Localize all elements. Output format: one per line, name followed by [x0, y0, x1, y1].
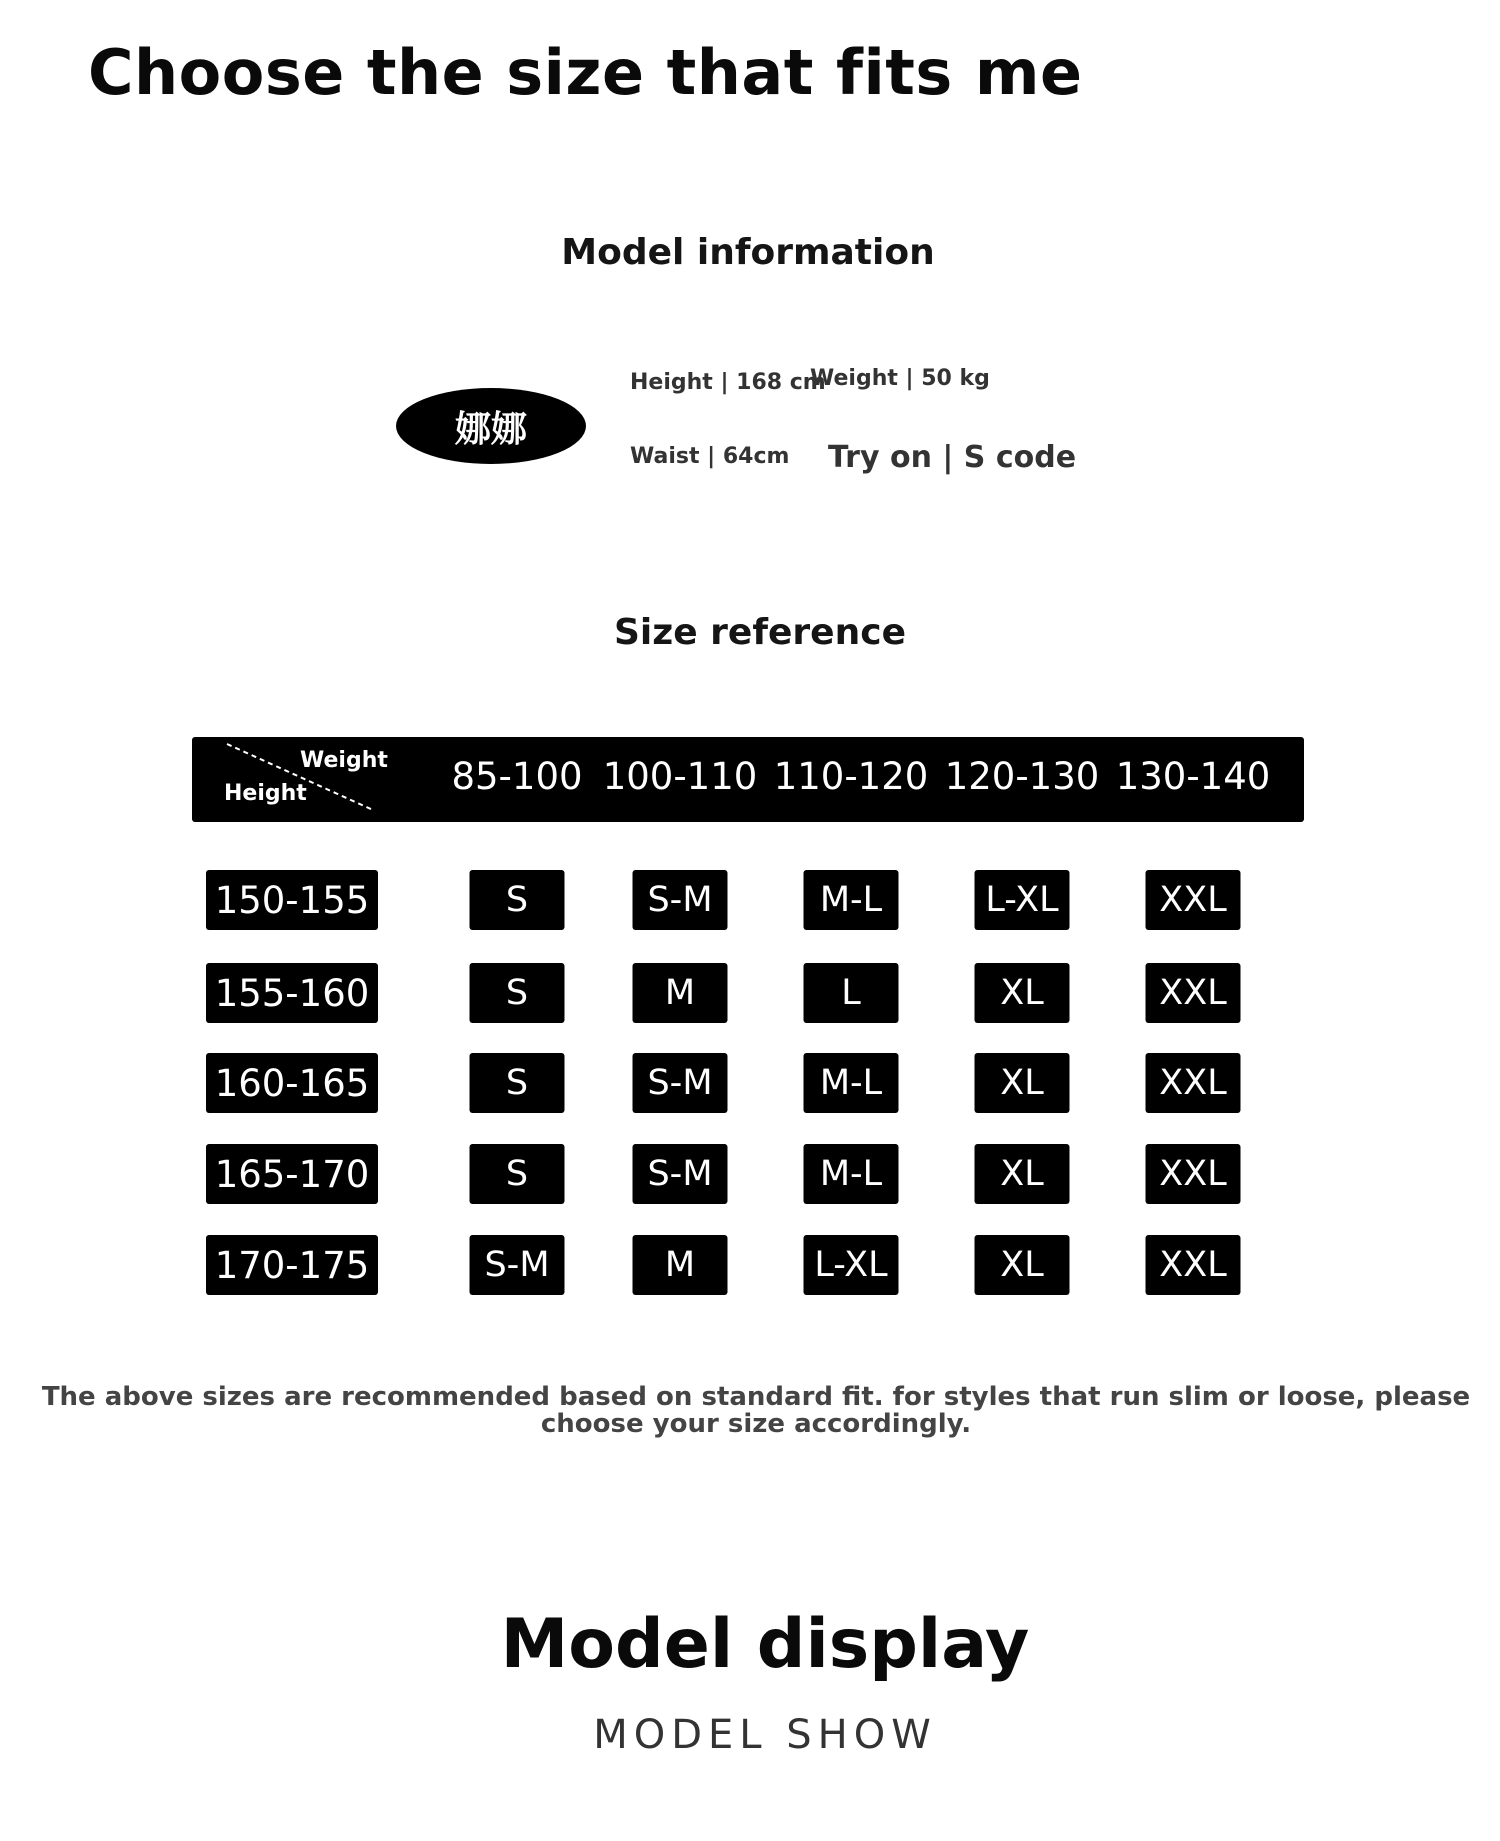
model-try-on: Try on | S code — [828, 440, 1077, 475]
fit-note: The above sizes are recommended based on standard fit. for styles that run slim or loose, please choose your size accordingly. — [41, 1382, 1471, 1439]
row-height-160-165: 160-165 — [206, 1053, 378, 1113]
page-title: Choose the size that fits me — [88, 36, 1083, 109]
column-weight-130-140: 130-140 — [1115, 755, 1271, 798]
size-cell: L-XL — [975, 870, 1070, 930]
row-height-170-175: 170-175 — [206, 1235, 378, 1295]
size-cell: XXL — [1146, 1144, 1241, 1204]
size-cell: M — [633, 963, 728, 1023]
size-cell: M-L — [804, 1144, 899, 1204]
model-info-title: Model information — [561, 232, 935, 273]
size-cell: XXL — [1146, 1053, 1241, 1113]
row-height-155-160: 155-160 — [206, 963, 378, 1023]
size-cell: XL — [975, 963, 1070, 1023]
corner-height-label: Height — [224, 781, 307, 806]
size-cell: M-L — [804, 1053, 899, 1113]
column-weight-100-110: 100-110 — [602, 755, 758, 798]
size-cell: S-M — [633, 1053, 728, 1113]
size-cell: S-M — [633, 870, 728, 930]
model-display-subtitle: MODEL SHOW — [593, 1712, 937, 1758]
corner-weight-label: Weight — [300, 748, 388, 773]
size-cell: L — [804, 963, 899, 1023]
row-height-165-170: 165-170 — [206, 1144, 378, 1204]
size-cell: S — [470, 1144, 565, 1204]
column-weight-120-130: 120-130 — [944, 755, 1100, 798]
size-cell: L-XL — [804, 1235, 899, 1295]
size-cell: XL — [975, 1053, 1070, 1113]
column-weight-85-100: 85-100 — [451, 755, 583, 798]
size-cell: S — [470, 870, 565, 930]
size-cell: M-L — [804, 870, 899, 930]
size-reference-title: Size reference — [614, 612, 906, 653]
model-weight: Weight | 50 kg — [810, 366, 990, 391]
model-height: Height | 168 cm — [630, 370, 826, 395]
size-cell: S — [470, 1053, 565, 1113]
size-cell: S — [470, 963, 565, 1023]
size-cell: S-M — [470, 1235, 565, 1295]
model-display-title: Model display — [500, 1605, 1030, 1684]
size-cell: XL — [975, 1235, 1070, 1295]
size-cell: XXL — [1146, 870, 1241, 930]
size-cell: XL — [975, 1144, 1070, 1204]
model-waist: Waist | 64cm — [630, 444, 790, 469]
size-cell: S-M — [633, 1144, 728, 1204]
size-cell: XXL — [1146, 1235, 1241, 1295]
column-weight-110-120: 110-120 — [773, 755, 929, 798]
row-height-150-155: 150-155 — [206, 870, 378, 930]
size-cell: XXL — [1146, 963, 1241, 1023]
model-name-badge — [396, 388, 586, 464]
size-cell: M — [633, 1235, 728, 1295]
model-name: 娜娜 — [454, 408, 527, 450]
